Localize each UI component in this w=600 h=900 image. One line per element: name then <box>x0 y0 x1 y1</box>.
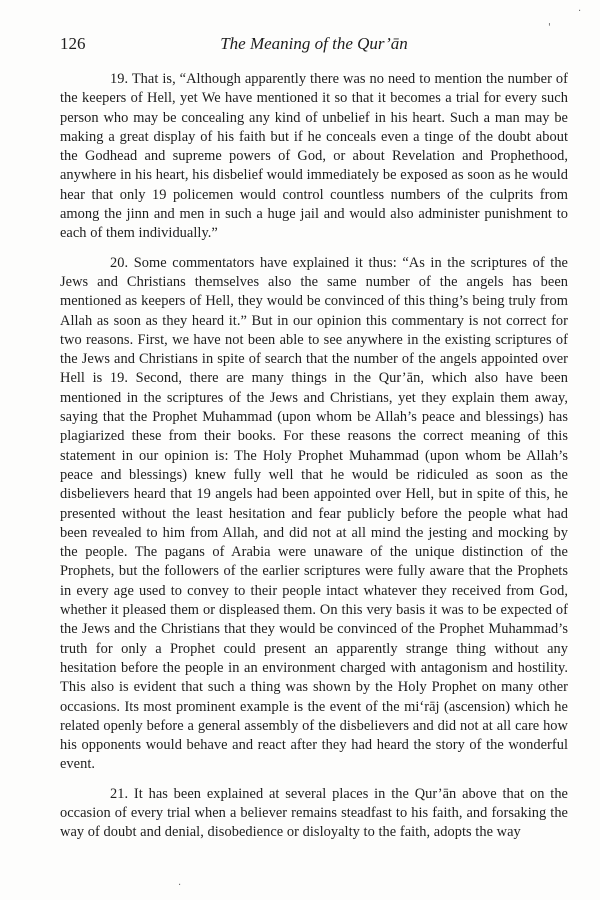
scan-speck: · <box>578 6 582 17</box>
scan-speck: ' <box>548 22 551 33</box>
page-header <box>60 34 568 60</box>
paragraph-note-20: 20. Some commentators have explained it thus: “As in the scriptures of the Jews and Christians themselves also the same number of the angels has been mentioned as keepers of Hell, they would be convinced of this thing’s being truly from Allah as soon as they heard it.” But in our opinion this commentary is not correct for two reasons. First, we have not been able to see anywhere in the existing scriptures of the Jews and Christians in spite of search that the number of the angels appointed over Hell is 19. Second, there are many things in the Qur’ān, which also have been mentioned in the scriptures of the Jews and Christians, yet they explain them away, saying that the Prophet Muhammad (upon whom be Allah’s peace and blessings) has plagiarized these from their books. For these reasons the correct meaning of this statement in our opinion is: The Holy Prophet Muhammad (upon whom be Allah’s peace and blessings) knew fully well that he would be ridiculed as soon as the disbelievers heard that 19 angels had been appointed over Hell, but in spite of this, he presented without the least hesitation and fear publicly before the people what had been revealed to him from Allah, and did not at all mind the jesting and mocking by the people. The pagans of Arabia were unaware of the unique distinction of the Prophets, but the followers of the earlier scriptures were fully aware that the Prophets in every age used to convey to their people intact whatever they received from God, whether it pleased them or displeased them. On this very basis it was to be expected of the Jews and the Christians that they would be convinced of the Prophet Muhammad’s truth for only a Prophet could present an apparently strange thing without any hesitation before the people in an environment charged with antagonism and hostility. This also is evident that such a thing was shown by the Holy Prophet on many other occasions. Its most prominent example is the event of the mi‘rāj (ascension) which he related openly before a general assembly of the disbelievers and did not at all care how his opponents would behave and react after they had heard the story of the wonderful event. <box>60 254 568 773</box>
body-text <box>60 70 568 843</box>
page-number: 126 <box>60 34 86 53</box>
running-title: The Meaning of the Qur’ān <box>220 34 408 53</box>
scan-speck: · <box>178 880 182 891</box>
paragraph-note-19: 19. That is, “Although apparently there was no need to mention the number of the keepers of Hell, yet We have mentioned it so that it becomes a trial for every such person who may be concealing any kind of unbelief in his heart. Such a man may be making a great display of his faith but if he conceals even a tinge of the doubt about the Godhead and supreme powers of God, or about Revelation and Prophethood, anywhere in his heart, his disbelief would immediately be exposed as soon as he would hear that only 19 policemen would control countless numbers of the culprits from among the jinn and men in such a huge jail and would also administer punishment to each of them individually.” <box>60 71 568 242</box>
paragraph-note-21: 21. It has been explained at several places in the Qur’ān above that on the occasion of every trial when a believer remains steadfast to his faith, and forsaking the way of doubt and denial, disobedience or disloyalty to the faith, adopts the way <box>60 785 568 841</box>
